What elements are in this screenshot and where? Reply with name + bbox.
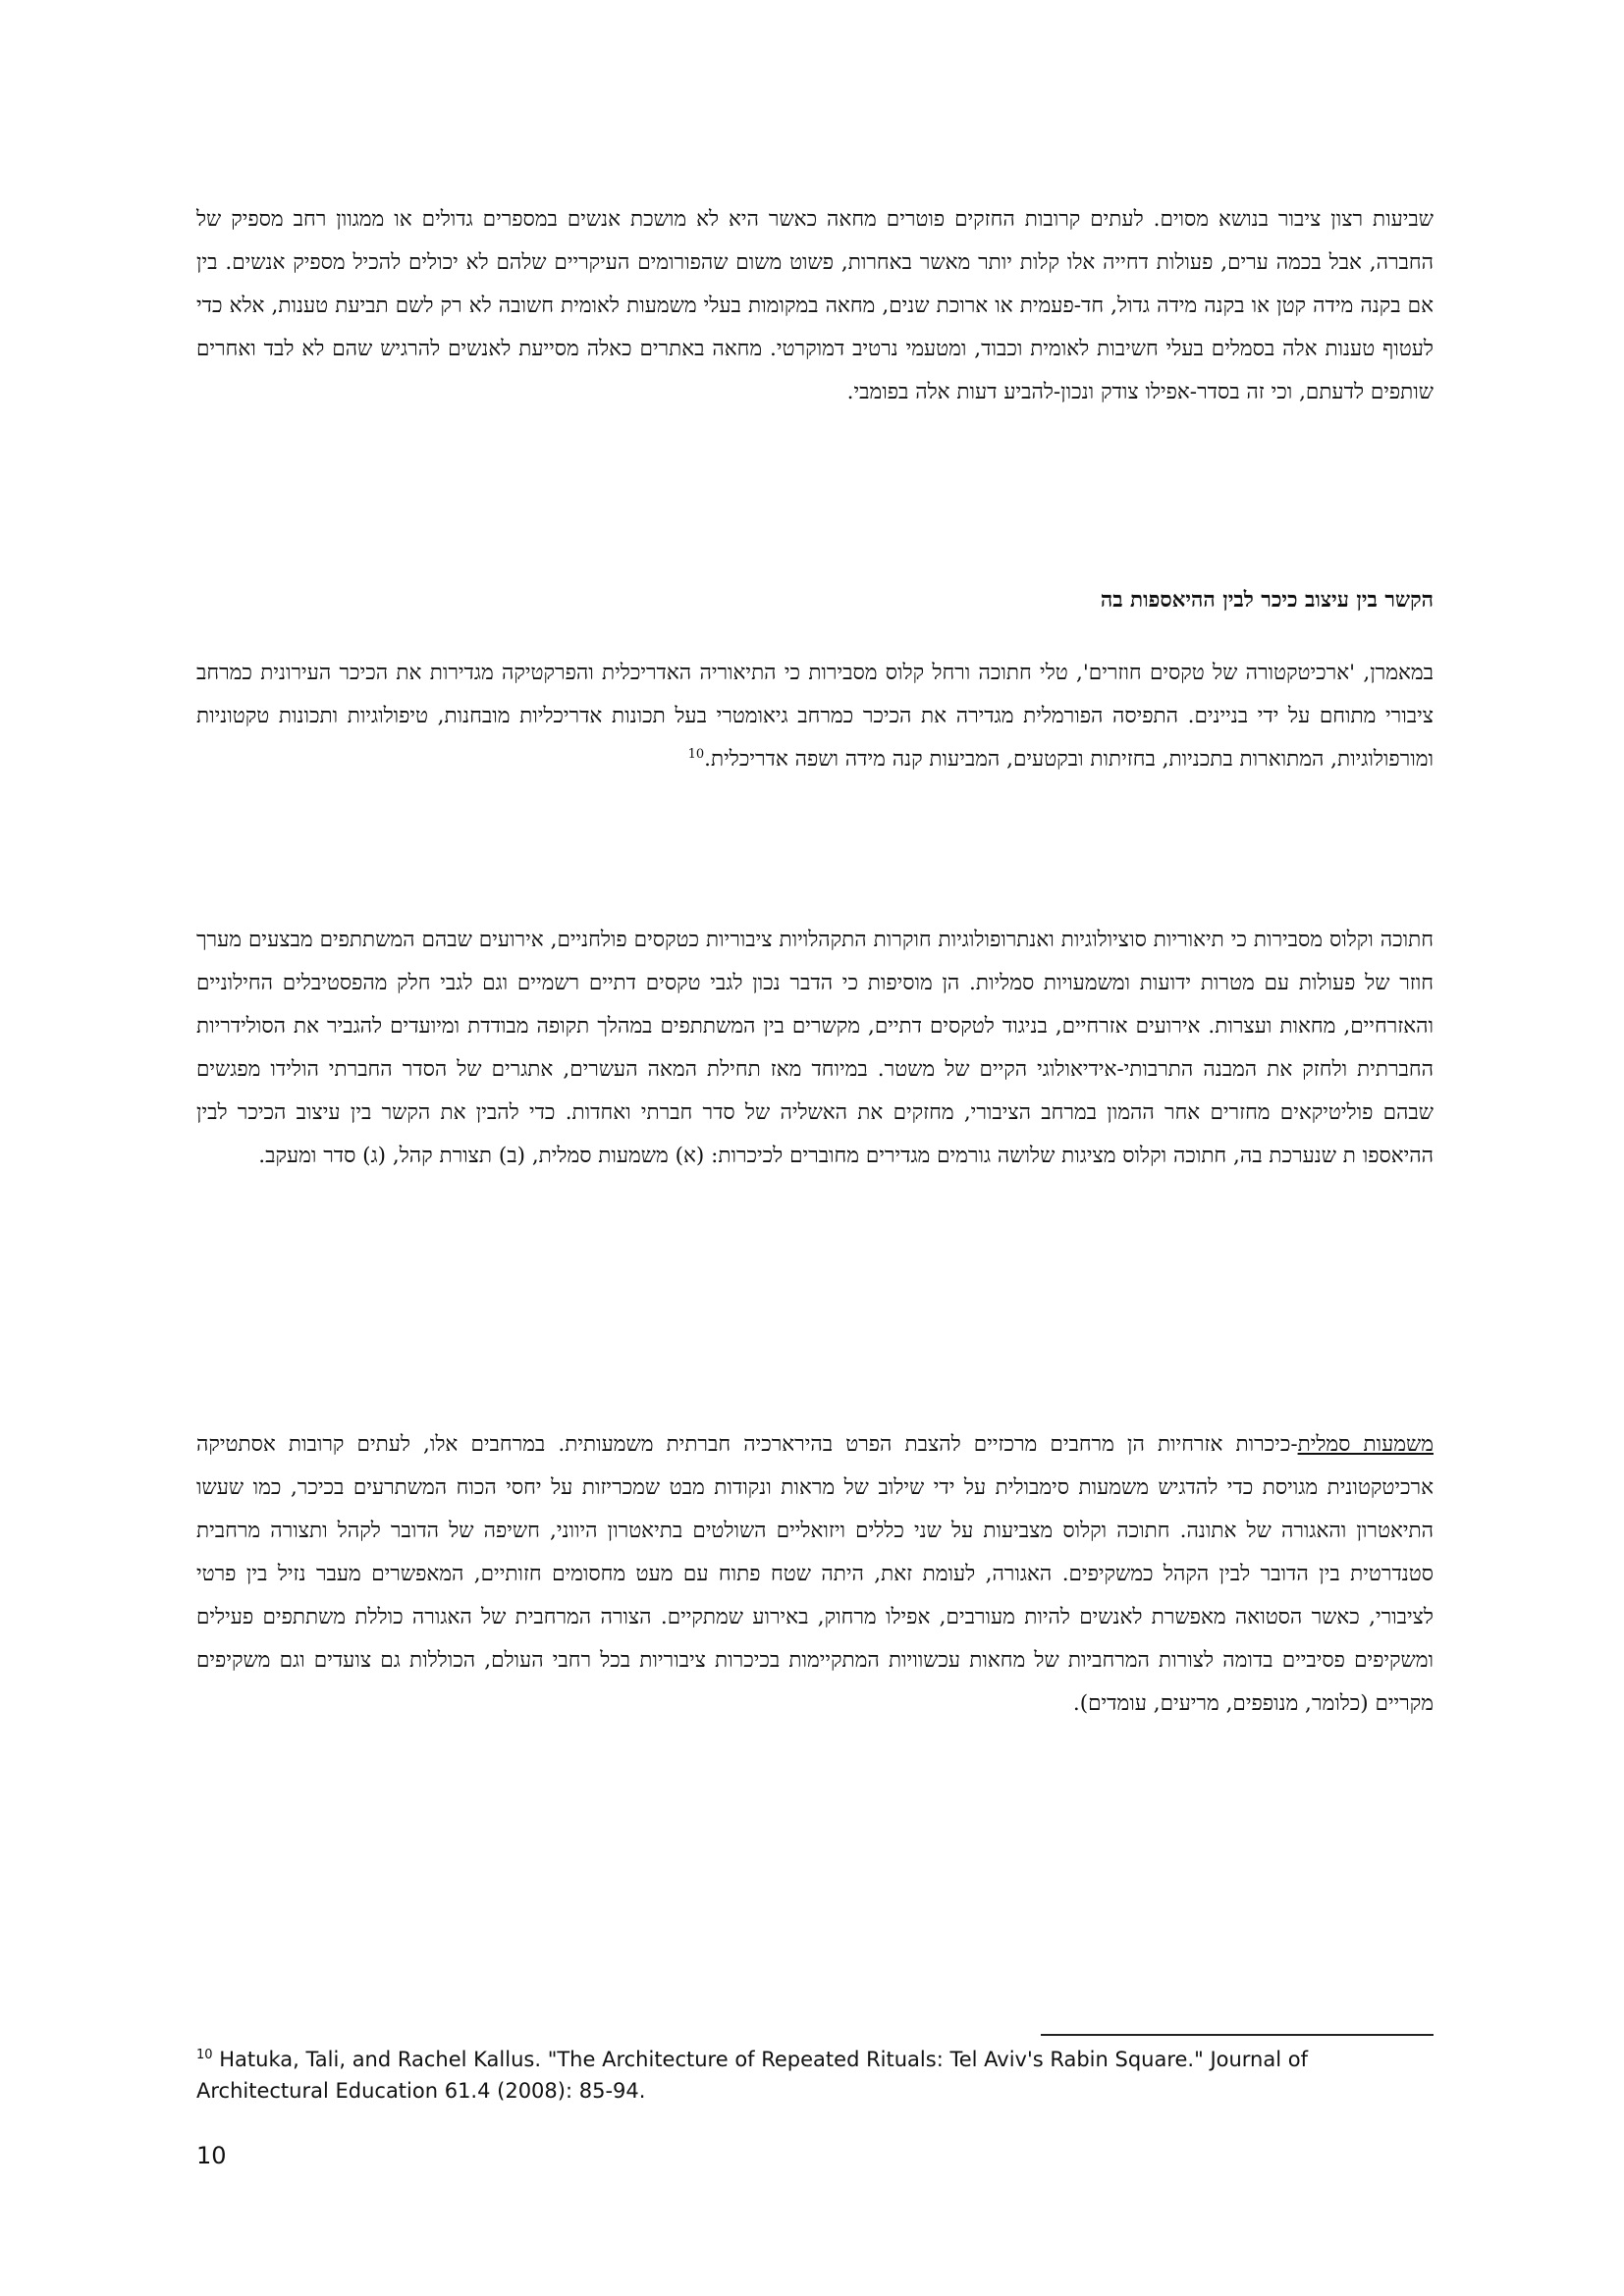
footnote-number: 10 (196, 2048, 213, 2062)
footnote-reference[interactable]: 10 (687, 746, 705, 762)
section-heading: הקשר בין עיצוב כיכר לבין ההיאספות בה (1100, 588, 1434, 613)
paragraph-4 (196, 1423, 1434, 1726)
footnote (196, 2044, 1434, 2107)
paragraph-3: חתוכה וקלוס מסבירות כי תיאוריות סוציולוגיות ואנתרופולוגיות חוקרות התקהלויות ציבוריות כטקסים פולחניים, אירועים שבהם המשתתפים מבצעים מערך חוזר של פעולות עם מטרות ידועות ומשמעויות סמליות. הן מוסיפות כי הדבר נכון לגבי טקסים דתיים רשמיים וגם לגבי חלק מהפסטיבלים החילוניים והאזרחיים, מחאות ועצרות. אירועים אזרחיים, בניגוד לטקסים דתיים, מקשרים בין המשתתפים במהלך תקופה מבודדת ומיועדים להגביר את הסולידריות החברתית ולחזק את המבנה התרבותי-אידיאולוגי הקיים של משטר. במיוחד מאז תחילת המאה העשרים, אתגרים של הסדר החברתי הולידו מפגשים שבהם פוליטיקאים מחזרים אחר ההמון במרחב הציבורי, מחזקים את האשליה של סדר חברתי ואחדות. כדי להבין את הקשר בין עיצוב הכיכר לבין ההיאספו ת שנערכת בה, חתוכה וקלוס מציגות שלושה גורמים מגדירים מחוברים לכיכרות: (א) משמעות סמלית, (ב) תצורת קהל, (ג) סדר ומעקב. (196, 928, 1434, 1168)
paragraph-4-lead-term: משמעות סמלית (1297, 1432, 1434, 1457)
footnote-separator (1041, 2034, 1434, 2036)
paragraph-2 (196, 652, 1434, 781)
footnote-text: Hatuka, Tali, and Rachel Kallus. "The Architecture of Repeated Rituals: Tel Aviv's Rabin Square." Journal of Architectural Education 61.4 (2008): 85-94. (196, 2048, 1308, 2103)
paragraph-4-text: -כיכרות אזרחיות הן מרחבים מרכזיים להצבת הפרט בהירארכיה חברתית משמעותית. במרחבים אלו, לעתים קרובות אסתטיקה ארכיטקטונית מגויסת כדי להדגיש משמעות סימבולית על ידי שילוב של מראות ונקודות מבט שמכריזות על יחסי הכוח המשתרעים בכיכר, כמו שעשו התיאטרון והאגורה של אתונה. חתוכה וקלוס מצביעות על שני כללים ויזואליים השולטים בתיאטרון היווני, חשיפה של הדובר לקהל ותצורה מרחבית סטנדרטית בין הדובר לבין הקהל כמשקיפים. האגורה, לעומת זאת, היתה שטח פתוח עם מעט מחסומים חזותיים, המאפשרים מעבר נזיל בין פרטי לציבורי, כאשר הסטואה מאפשרת לאנשים להיות מעורבים, אפילו מרחוק, באירוע שמתקיים. הצורה המרחבית של האגורה כוללת משתתפים פעילים ומשקיפים פסיביים בדומה לצורות המרחביות של מחאות עכשוויות המתקיימות בכיכרות ציבוריות בכל רחבי העולם, הכוללות גם צועדים וגם משקיפים מקריים (כלומר, מנופפים, מריעים, עומדים). (196, 1432, 1434, 1716)
paragraph-1: שביעות רצון ציבור בנושא מסוים. לעתים קרובות החזקים פוטרים מחאה כאשר היא לא מושכת אנשים במספרים גדולים או ממגוון רחב מספיק של החברה, אבל בכמה ערים, פעולות דחייה אלו קלות יותר מאשר באחרות, פשוט משום שהפורומים העיקריים שלהם לא יכולים להכיל מספיק אנשים. בין אם בקנה מידה קטן או בקנה מידה גדול, חד-פעמית או ארוכת שנים, מחאה במקומות בעלי משמעות לאומית חשובה לא רק לשם תביעת טענות, אלא כדי לעטוף טענות אלה בסמלים בעלי חשיבות לאומית וכבוד, ומטעמי נרטיב דמוקרטי. מחאה באתרים כאלה מסייעת לאנשים להרגיש שהם לא לבד ואחרים שותפים לדעתם, וכי זה בסדר-אפילו צודק ונכון-להביע דעות אלה בפומבי. (196, 207, 1434, 404)
paragraph-2-text: במאמרן, 'ארכיטקטורה של טקסים חוזרים', טלי חתוכה ורחל קלוס מסבירות כי התיאוריה האדריכלית והפרקטיקה מגדירות את הכיכר העירונית כמרחב ציבורי מתוחם על ידי בניינים. התפיסה הפורמלית מגדירה את הכיכר כמרחב גיאומטרי בעל תכונות אדריכליות מובחנות, טיפולוגיות ותכונות טקטוניות ומורפולוגיות, המתוארות בתכניות, בחזיתות ובקטעים, המביעות קנה מידה ושפה אדריכלית. (196, 661, 1434, 772)
page-number: 10 (196, 2142, 227, 2169)
